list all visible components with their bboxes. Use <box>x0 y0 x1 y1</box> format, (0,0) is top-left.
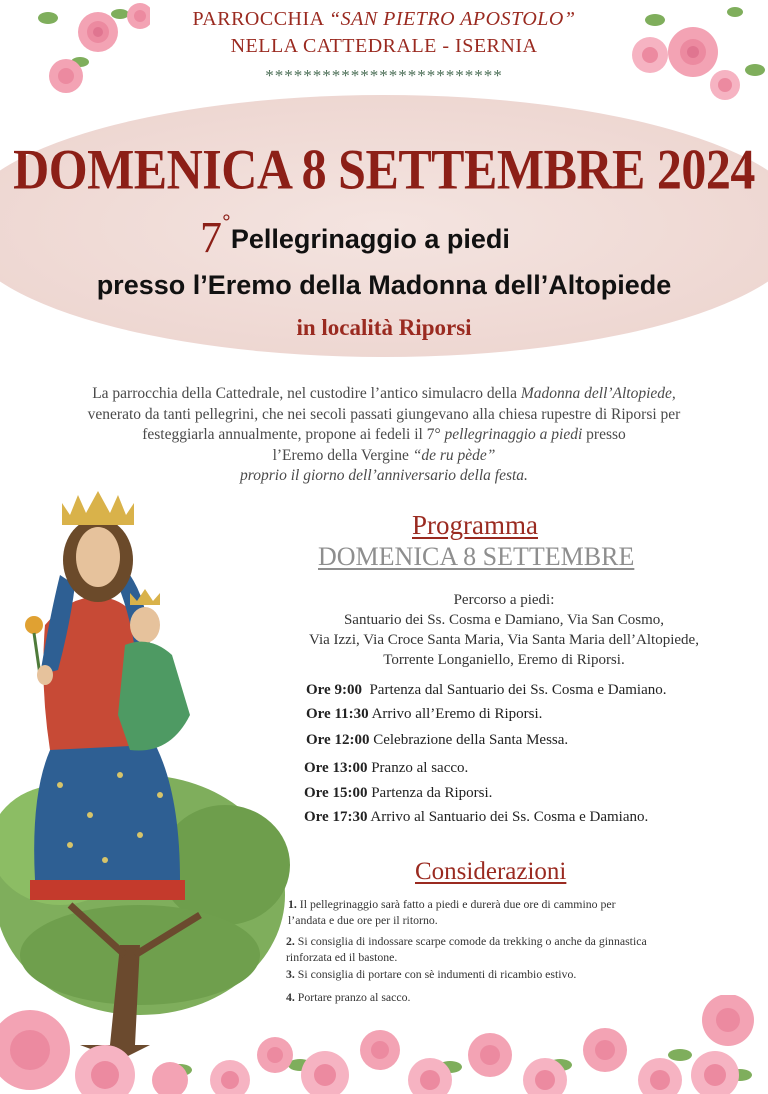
intro-text: festeggiarla annualmente, propone ai fedeli il 7° <box>142 426 445 443</box>
route-line: Santuario dei Ss. Cosma e Damiano, Via San Cosmo, <box>343 612 665 628</box>
intro-italic: “de ru pède” <box>412 446 496 464</box>
intro-line <box>0 466 768 487</box>
intro-italic: Madonna dell’Altopiede, <box>520 385 676 402</box>
schedule-item <box>304 809 648 826</box>
intro-line: venerato da tanti pellegrini, che nei secoli passati giungevano alla chiesa rupestre di Riporsi per <box>87 405 681 423</box>
schedule-time: Ore 9:00 <box>306 682 362 698</box>
program-title: Programma <box>412 510 538 540</box>
edition-number: 7 <box>200 213 222 262</box>
consideration-item <box>286 933 761 965</box>
intro-paragraph <box>0 384 768 487</box>
star-divider: ************************* <box>265 66 503 85</box>
parish-name: “SAN PIETRO APOSTOLO” <box>329 8 576 30</box>
consideration-line <box>286 966 756 982</box>
pilgrimage-location: in località Riporsi <box>296 315 472 340</box>
schedule-text: Arrivo al Santuario dei Ss. Cosma e Damiano. <box>367 809 649 825</box>
schedule-time: Ore 15:00 <box>304 785 368 801</box>
route-line: Via Izzi, Via Croce Santa Maria, Via Santa Maria dell’Altopiede, <box>309 632 699 648</box>
consideration-line: rinforzata ed il bastone. <box>286 950 398 964</box>
consideration-number: 4. <box>286 990 295 1004</box>
pilgrimage-title: Pellegrinaggio a piedi <box>230 224 510 254</box>
consideration-text: Il pellegrinaggio sarà fatto a piedi e durerà due ore di cammino per <box>296 897 616 911</box>
schedule-time: Ore 17:30 <box>304 809 368 825</box>
schedule-time: Ore 12:00 <box>306 732 370 748</box>
schedule-text: Pranzo al sacco. <box>367 760 469 776</box>
edition-degree: ° <box>222 210 231 235</box>
intro-text: l’Eremo della Vergine <box>272 446 413 464</box>
parish-location-line: NELLA CATTEDRALE - ISERNIA <box>230 35 538 57</box>
consideration-item <box>288 896 758 928</box>
route-line: Torrente Longaniello, Eremo di Riporsi. <box>383 652 625 668</box>
schedule-text: Celebrazione della Santa Messa. <box>369 732 569 748</box>
route-title: Percorso a piedi: <box>453 592 555 608</box>
consideration-line <box>286 933 761 949</box>
considerations-title: Considerazioni <box>415 858 567 885</box>
consideration-item <box>286 966 756 982</box>
consideration-line: l’andata e due ore per il ritorno. <box>288 913 438 927</box>
schedule-item <box>306 732 568 749</box>
pilgrimage-title-line1 <box>200 210 510 263</box>
event-date: DOMENICA 8 SETTEMBRE 2024 <box>13 136 755 202</box>
pilgrimage-title-line2: presso l’Eremo della Madonna dell’Altopiede <box>96 270 672 300</box>
walking-route <box>270 590 738 670</box>
parish-name-line <box>0 8 768 31</box>
consideration-number: 3. <box>286 967 295 981</box>
consideration-text: Si consiglia di portare con sè indumenti di ricambio estivo. <box>294 967 577 981</box>
schedule-text: Partenza da Riporsi. <box>367 785 493 801</box>
intro-line <box>0 384 768 405</box>
schedule-text: Arrivo all’Eremo di Riporsi. <box>368 706 543 722</box>
parish-prefix: PARROCCHIA <box>192 8 329 30</box>
consideration-line <box>288 896 758 912</box>
intro-line <box>0 446 768 467</box>
schedule-item <box>306 682 666 699</box>
intro-text: La parrocchia della Cattedrale, nel custodire l’antico simulacro della <box>92 385 521 402</box>
schedule-time: Ore 13:00 <box>304 760 368 776</box>
intro-italic: pellegrinaggio a piedi <box>444 426 583 443</box>
schedule-text: Partenza dal Santuario dei Ss. Cosma e Damiano. <box>361 682 667 698</box>
intro-text: presso <box>582 426 626 443</box>
consideration-number: 1. <box>288 897 297 911</box>
consideration-number: 2. <box>286 934 295 948</box>
schedule-time: Ore 11:30 <box>306 706 369 722</box>
schedule-item <box>304 760 468 777</box>
schedule-item <box>304 785 492 802</box>
intro-italic: proprio il giorno dell’anniversario della festa. <box>240 467 528 484</box>
consideration-text: Si consiglia di indossare scarpe comode da trekking o anche da ginnastica <box>294 934 647 948</box>
schedule-item <box>306 706 542 723</box>
consideration-text: Portare pranzo al sacco. <box>294 990 411 1004</box>
intro-line <box>0 425 768 446</box>
rose-decoration-bottom-icon <box>0 995 768 1094</box>
program-day: DOMENICA 8 SETTEMBRE <box>318 542 635 571</box>
